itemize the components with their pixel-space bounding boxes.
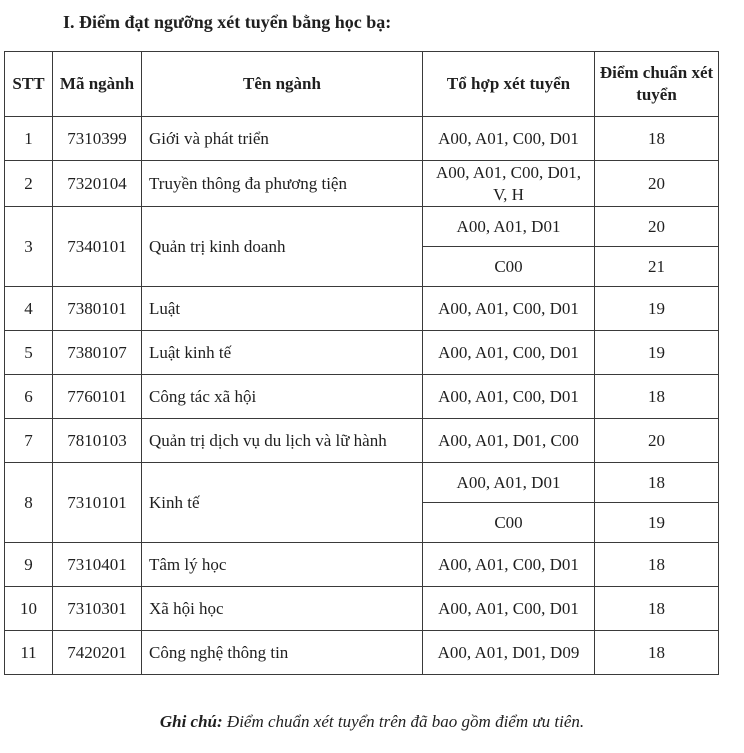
cell-score: 20 [595,207,719,247]
cell-stt: 5 [5,331,53,375]
cell-combo: A00, A01, C00, D01 [423,375,595,419]
header-stt: STT [5,52,53,117]
footnote-text: Điểm chuẩn xét tuyển trên đã bao gồm điểm ưu tiên. [226,712,585,731]
cell-stt: 7 [5,419,53,463]
table-row [5,287,719,331]
cell-score: 19 [595,331,719,375]
cell-score: 19 [595,287,719,331]
cell-name: Quản trị dịch vụ du lịch và lữ hành [142,419,423,463]
cell-name: Xã hội học [142,587,423,631]
cell-score: 18 [595,587,719,631]
footnote-label: Ghi chú: [159,712,223,731]
cell-combo: A00, A01, D01 [423,207,595,247]
cell-score: 18 [595,543,719,587]
cell-stt: 4 [5,287,53,331]
cell-name: Luật kinh tế [142,331,423,375]
cell-combo: A00, A01, C00, D01, V, H [423,161,595,207]
cell-code: 7380107 [53,331,142,375]
cell-stt: 1 [5,117,53,161]
cell-code: 7380101 [53,287,142,331]
cell-combo: C00 [423,503,595,543]
cell-stt: 11 [5,631,53,675]
footnote [0,712,744,732]
cell-stt: 6 [5,375,53,419]
admission-score-table [4,51,719,675]
cell-code: 7420201 [53,631,142,675]
table-row [5,117,719,161]
header-score: Điểm chuẩn xét tuyển [595,52,719,117]
cell-score: 21 [595,247,719,287]
table-row [5,587,719,631]
cell-combo: A00, A01, C00, D01 [423,543,595,587]
cell-name: Kinh tế [142,463,423,543]
cell-combo: A00, A01, D01 [423,463,595,503]
cell-score: 20 [595,419,719,463]
cell-stt: 8 [5,463,53,543]
header-combo: Tổ hợp xét tuyển [423,52,595,117]
cell-stt: 10 [5,587,53,631]
cell-combo: A00, A01, C00, D01 [423,331,595,375]
cell-stt: 9 [5,543,53,587]
cell-combo: A00, A01, D01, D09 [423,631,595,675]
cell-code: 7340101 [53,207,142,287]
table-header-row [5,52,719,117]
cell-code: 7760101 [53,375,142,419]
cell-combo: A00, A01, C00, D01 [423,117,595,161]
table-row [5,207,719,247]
cell-score: 18 [595,117,719,161]
cell-score: 18 [595,463,719,503]
cell-combo: C00 [423,247,595,287]
cell-score: 20 [595,161,719,207]
cell-combo: A00, A01, C00, D01 [423,287,595,331]
cell-name: Tâm lý học [142,543,423,587]
cell-code: 7810103 [53,419,142,463]
cell-score: 18 [595,631,719,675]
table-row [5,543,719,587]
cell-combo: A00, A01, D01, C00 [423,419,595,463]
cell-code: 7310401 [53,543,142,587]
page-heading: I. Điểm đạt ngưỡng xét tuyển bằng học bạ: [63,12,392,32]
cell-stt: 2 [5,161,53,207]
cell-name: Quản trị kinh doanh [142,207,423,287]
cell-name: Truyền thông đa phương tiện [142,161,423,207]
table-row [5,419,719,463]
cell-name: Công tác xã hội [142,375,423,419]
cell-code: 7310399 [53,117,142,161]
cell-code: 7310301 [53,587,142,631]
cell-score: 19 [595,503,719,543]
cell-score: 18 [595,375,719,419]
table-body [5,117,719,675]
header-code: Mã ngành [53,52,142,117]
table-row [5,161,719,207]
header-name: Tên ngành [142,52,423,117]
table-row [5,331,719,375]
cell-name: Giới và phát triển [142,117,423,161]
table-row [5,631,719,675]
cell-code: 7320104 [53,161,142,207]
cell-stt: 3 [5,207,53,287]
cell-code: 7310101 [53,463,142,543]
table-row [5,375,719,419]
cell-combo: A00, A01, C00, D01 [423,587,595,631]
cell-name: Luật [142,287,423,331]
cell-name: Công nghệ thông tin [142,631,423,675]
table-row [5,463,719,503]
